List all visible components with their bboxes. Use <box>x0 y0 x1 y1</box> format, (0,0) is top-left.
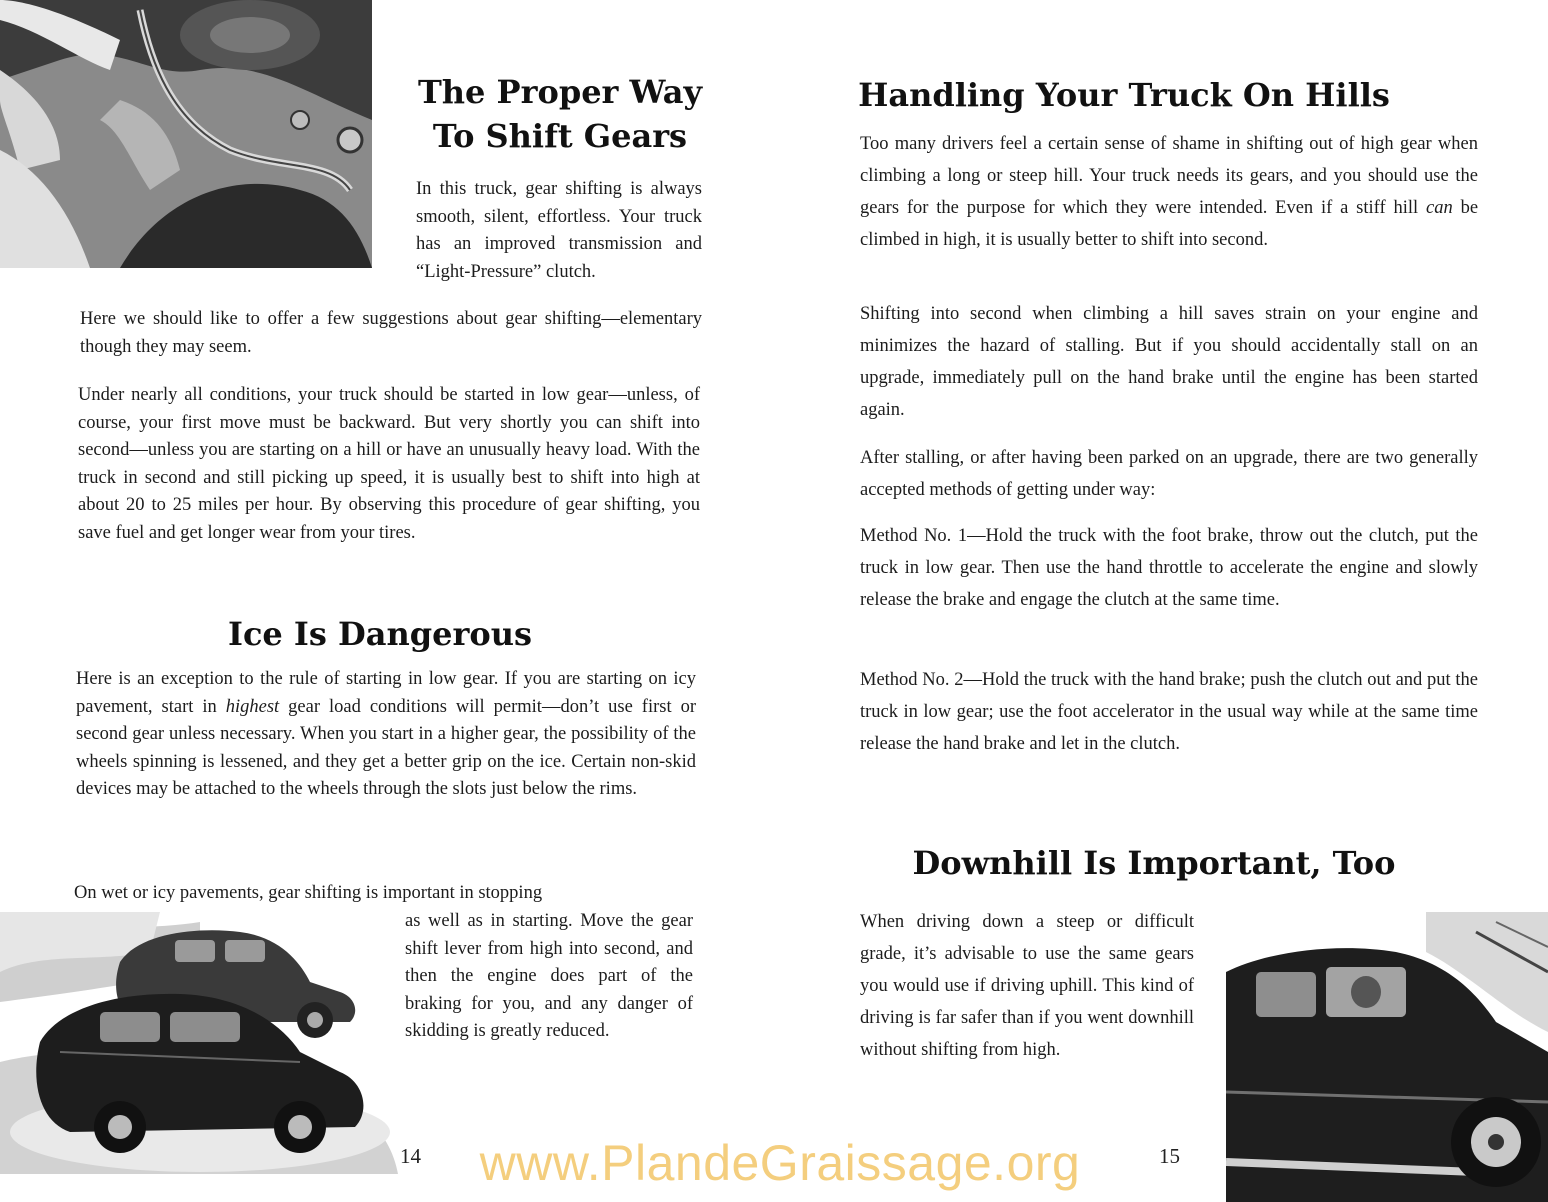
ice-text-italic: highest <box>225 696 280 717</box>
ice-paragraph <box>76 666 696 804</box>
ice-text-2: gear load conditions will permit—don’t use first or second gear unless necessary. When you start in a higher gear, the possibility of the wheels spinning is lessened, and they get a better grip on the ice. Certain non-skid devices may be attached to the wheels through the slots just below the rims. <box>76 696 696 799</box>
wet-pavement-line: On wet or icy pavements, gear shifting is important in stopping <box>74 883 543 903</box>
method-1-paragraph: Method No. 1—Hold the truck with the foot brake, throw out the clutch, put the truck in low gear. Then use the hand throttle to accelerate the engine and slowly release the brake and engage the clutch at the same time. <box>860 526 1478 610</box>
right-page <box>774 0 1548 1202</box>
title-line-1: The Proper Way <box>417 73 703 111</box>
section-title-shift-gears <box>400 70 720 158</box>
wet-pavement-paragraph: as well as in starting. Move the gear shift lever from high into second, and then the engine does part of the braking for you, and any danger of skidding is greatly reduced. <box>405 911 693 1041</box>
section-title-hills: Handling Your Truck On Hills <box>858 76 1390 114</box>
gear-shift-suggestions-paragraph: Here we should like to offer a few suggestions about gear shifting—elementary though they may seem. <box>80 309 702 357</box>
page-number-right: 15 <box>1159 1144 1180 1168</box>
method-2-paragraph: Method No. 2—Hold the truck with the hand brake; push the clutch out and put the truck in low gear; use the foot accelerator in the usual way while at the same time release the hand brake and let in the clutch. <box>860 670 1478 754</box>
title-line-2: To Shift Gears <box>432 117 688 155</box>
hills-paragraph-3: After stalling, or after having been parked on an upgrade, there are two generally accepted methods of getting under way: <box>860 448 1478 500</box>
gear-shift-illustration <box>0 0 372 268</box>
watermark-text: www.PlandeGraissage.org <box>479 1135 1081 1191</box>
intro-paragraph: In this truck, gear shifting is always smooth, silent, effortless. Your truck has an improved transmission and “Light-Pressure” clutch. <box>416 179 702 282</box>
ice-text-1: Here is an exception to the rule of starting in low gear. If you are starting on icy pavement, start in <box>76 669 696 717</box>
hills-text-2: be climbed in high, it is usually better to shift into second. <box>860 198 1479 250</box>
hills-text-italic: can <box>1426 198 1453 218</box>
hills-paragraph-1 <box>860 128 1478 256</box>
hills-paragraph-2: Shifting into second when climbing a hill saves strain on your engine and minimizes the hazard of stalling. But if you should accidentally stall on an upgrade, immediately pull on the hand brake until the engine has been started again. <box>860 304 1478 420</box>
car-downhill-illustration <box>1226 912 1548 1202</box>
section-title-ice: Ice Is Dangerous <box>227 615 533 653</box>
downhill-paragraph: When driving down a steep or difficult grade, it’s advisable to use the same gears you would use if driving uphill. This kind of driving is far safer than if you went downhill without shifting from high. <box>860 912 1194 1060</box>
section-title-downhill: Downhill Is Important, Too <box>912 844 1396 882</box>
cars-on-ice-illustration <box>0 912 398 1174</box>
page-number-left: 14 <box>400 1144 421 1168</box>
starting-gear-paragraph: Under nearly all conditions, your truck should be started in low gear—unless, of course, your first move must be backward. But very shortly you can shift into second—unless you are starting on a hill or have an unusually heavy load. With the truck in second and still picking up speed, it is usually best to shift into high at about 20 to 25 miles per hour. By observing this procedure of gear shifting, you save fuel and get longer wear from your tires. <box>78 385 700 543</box>
hills-text-1: Too many drivers feel a certain sense of shame in shifting out of high gear when climbing a long or steep hill. Your truck needs its gears, and you should use the gears for the purpose for which they were intended. Even if a stiff hill <box>860 134 1478 218</box>
